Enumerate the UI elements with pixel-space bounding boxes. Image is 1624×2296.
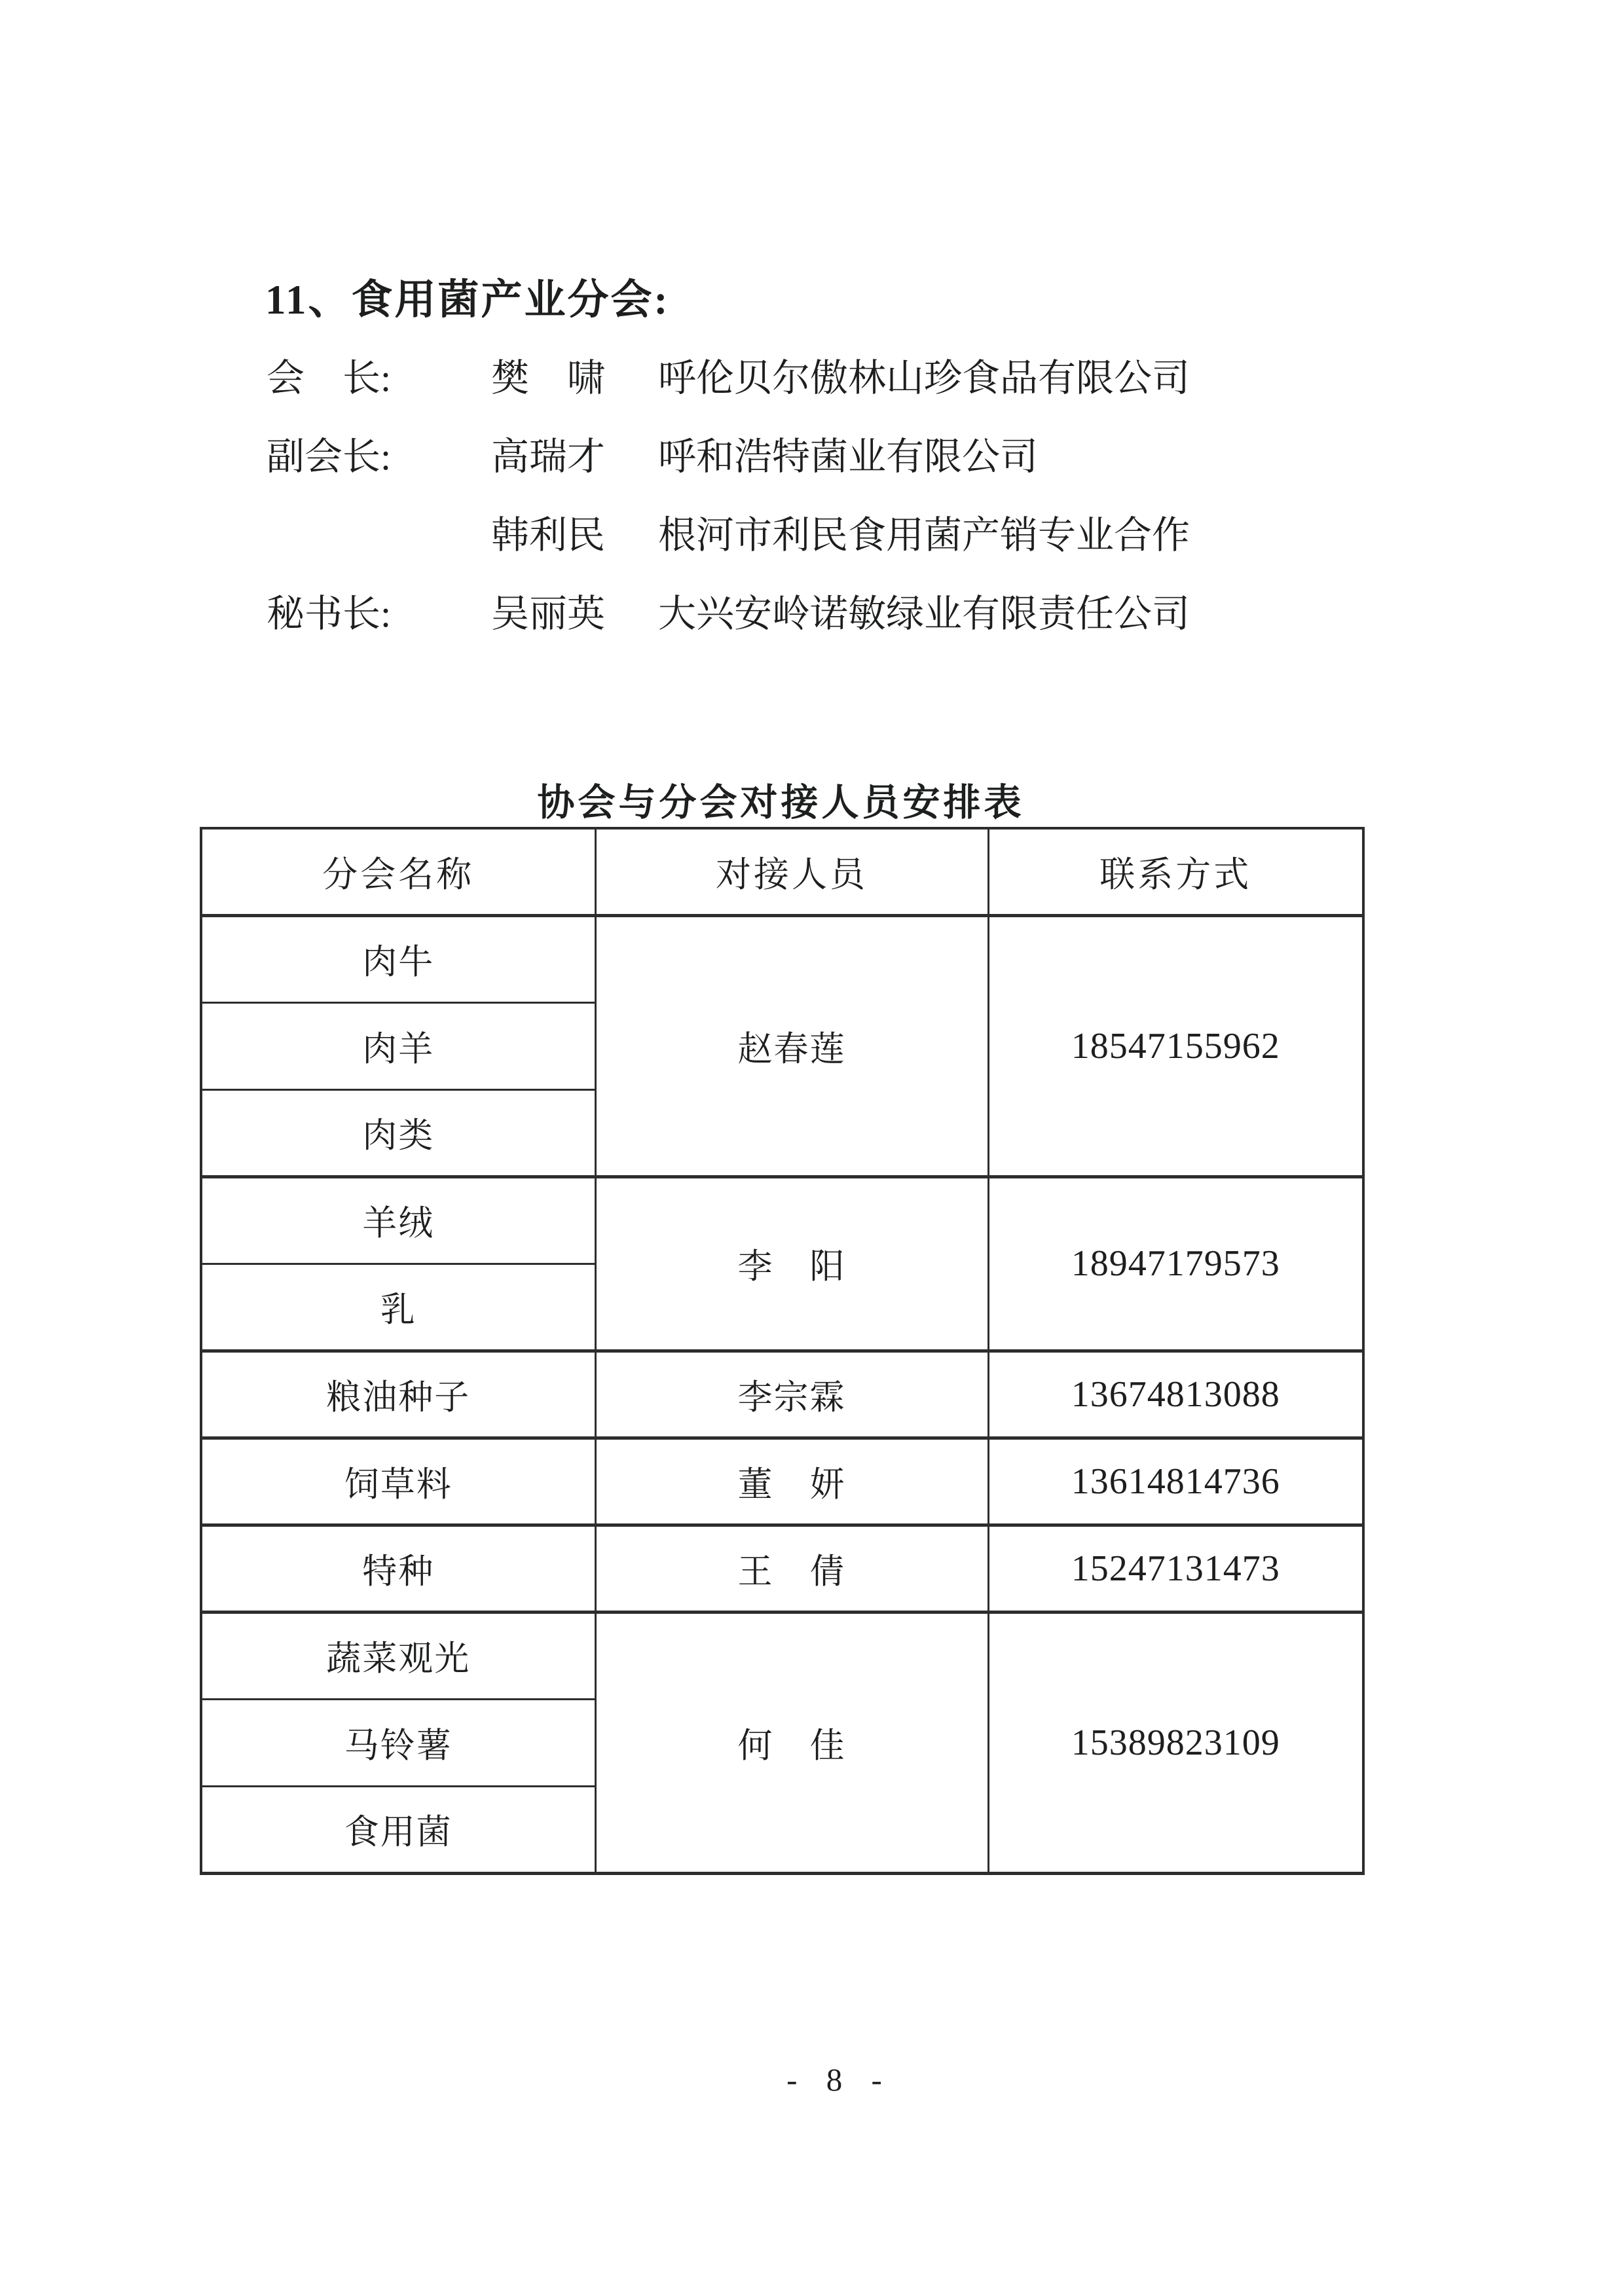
- phone-cell: 13674813088: [988, 1351, 1363, 1438]
- branch-cell: 羊绒: [201, 1176, 595, 1264]
- officer-role: 会 长:: [267, 357, 392, 399]
- phone-cell: 15389823109: [988, 1612, 1363, 1873]
- officer-org: 大兴安岭诺敏绿业有限责任公司: [658, 592, 1190, 635]
- table-row: [201, 1351, 1363, 1438]
- table-row: [201, 1176, 1363, 1264]
- liaison-table: [200, 827, 1365, 1875]
- phone-cell: 18547155962: [988, 915, 1363, 1176]
- branch-cell: 乳: [201, 1264, 595, 1351]
- page-number: - 8 -: [786, 2062, 893, 2098]
- branch-cell: 食用菌: [201, 1786, 595, 1873]
- table-row: [201, 1438, 1363, 1525]
- phone-cell: 13614814736: [988, 1438, 1363, 1525]
- officer-name: 吴丽英: [491, 592, 606, 635]
- officer-org: 呼伦贝尔傲林山珍食品有限公司: [658, 357, 1190, 399]
- branch-cell: 蔬菜观光: [201, 1612, 595, 1699]
- officer-name: 樊 啸: [491, 357, 606, 399]
- officer-role: 副会长:: [267, 435, 392, 478]
- liaison-table-body: [201, 915, 1363, 1873]
- column-header-branch: 分会名称: [201, 828, 595, 915]
- table-row: [201, 915, 1363, 1002]
- branch-cell: 马铃薯: [201, 1699, 595, 1786]
- phone-cell: 15247131473: [988, 1525, 1363, 1612]
- table-row: [201, 1525, 1363, 1612]
- officer-name: 高瑞才: [491, 435, 606, 478]
- officer-org: 根河市利民食用菌产销专业合作: [658, 514, 1190, 556]
- table-header-row: [201, 828, 1363, 915]
- phone-cell: 18947179573: [988, 1176, 1363, 1351]
- branch-cell: 特种: [201, 1525, 595, 1612]
- officer-role: 秘书长:: [267, 592, 392, 635]
- officer-line: [267, 591, 1380, 637]
- liaison-cell: 赵春莲: [595, 915, 988, 1176]
- liaison-cell: 王 倩: [595, 1525, 988, 1612]
- officer-line: [267, 434, 1380, 480]
- liaison-cell: 李宗霖: [595, 1351, 988, 1438]
- branch-cell: 粮油种子: [201, 1351, 595, 1438]
- officer-line: [267, 513, 1380, 558]
- branch-cell: 肉羊: [201, 1002, 595, 1089]
- table-title: 协会与分会对接人员安排表: [537, 782, 1025, 824]
- liaison-cell: 董 妍: [595, 1438, 988, 1525]
- officer-line: [267, 355, 1380, 401]
- branch-cell: 肉类: [201, 1089, 595, 1176]
- section-heading: 11、食用菌产业分会:: [265, 277, 670, 323]
- column-header-liaison: 对接人员: [595, 828, 988, 915]
- liaison-cell: 李 阳: [595, 1176, 988, 1351]
- table-row: [201, 1612, 1363, 1699]
- liaison-cell: 何 佳: [595, 1612, 988, 1873]
- officer-list: [267, 355, 1380, 670]
- branch-cell: 饲草料: [201, 1438, 595, 1525]
- officer-org: 呼和浩特菌业有限公司: [658, 435, 1039, 478]
- column-header-phone: 联系方式: [988, 828, 1363, 915]
- officer-name: 韩利民: [491, 514, 606, 556]
- branch-cell: 肉牛: [201, 915, 595, 1002]
